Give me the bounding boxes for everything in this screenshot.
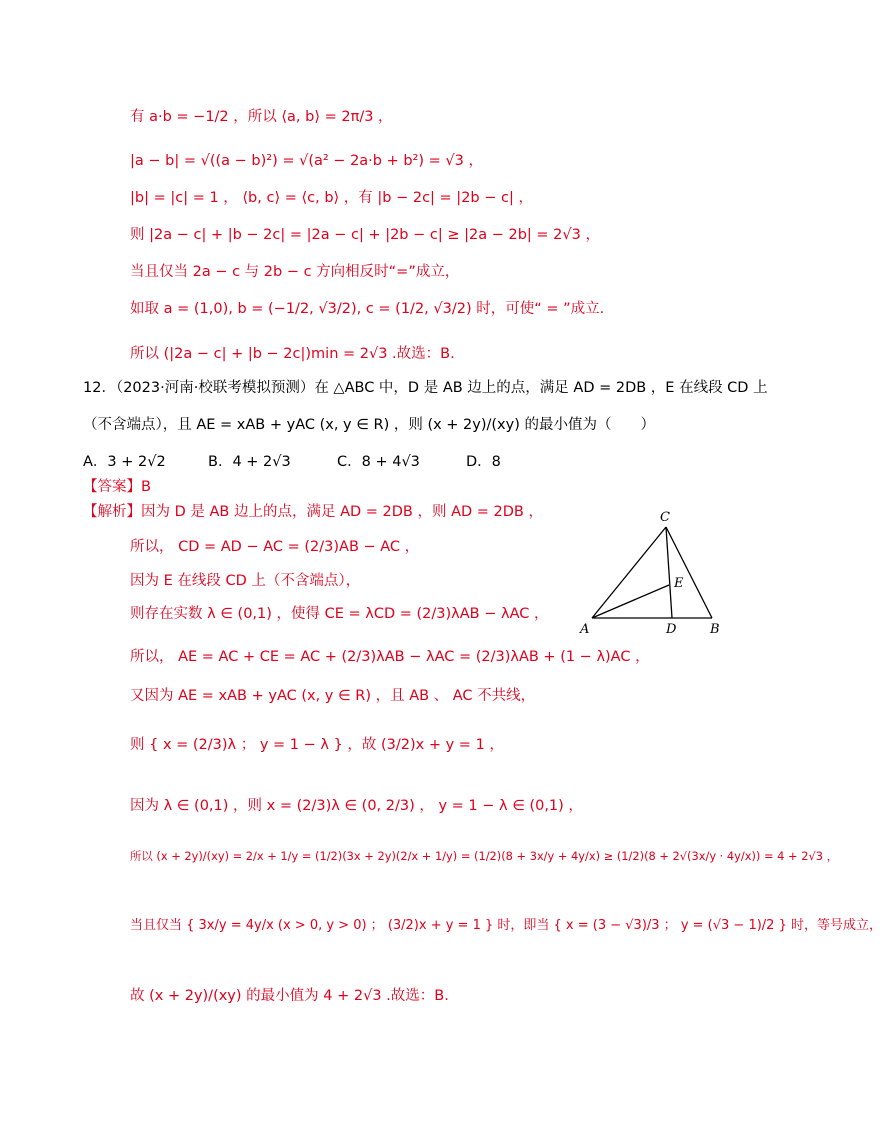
triangle-diagram	[578, 505, 738, 645]
analysis-line-5: 所以， AE = AC + CE = AC + (2/3)λAB − λAC = (2/3)λAB + (1 − λ)AC ，	[130, 649, 650, 665]
prev-line-7: 所以 (|2a − c| + |b − 2c|)min = 2√3 .故选：B.	[130, 346, 455, 362]
segment-cd	[666, 527, 672, 618]
question-number: 12．	[83, 380, 116, 396]
option-b: B．4 + 2√3	[208, 454, 291, 470]
analysis-line-10: 当且仅当 { 3x/y = 4y/x (x > 0, y > 0) ； (3/2)x + y = 1 } 时，即当 { x = (3 − √3)/3 ； y = (√3 − 1)/2 } 时，等号成立，	[130, 918, 882, 933]
answer: 【答案】B	[83, 479, 151, 495]
segment-ae	[592, 585, 669, 618]
analysis-line-2: 所以， CD = AD − AC = (2/3)AB − AC ，	[130, 539, 420, 555]
analysis-line-8: 因为 λ ∈ (0,1) ，则 x = (2/3)λ ∈ (0, 2/3) ， y = 1 − λ ∈ (0,1) ，	[130, 798, 583, 814]
analysis-line-1: 【解析】因为 D 是 AB 边上的点，满足 AD = 2DB ，则 AD = 2DB ，	[83, 504, 543, 520]
analysis-line-11: 故 (x + 2y)/(xy) 的最小值为 4 + 2√3 .故选：B.	[130, 988, 449, 1004]
analysis-line-7: 则 { x = (2/3)λ ； y = 1 − λ } ，故 (3/2)x + y = 1 ，	[130, 737, 504, 753]
triangle-figure	[578, 505, 738, 645]
prev-line-1: 有 a·b = −1/2 ，所以 ⟨a, b⟩ = 2π/3 ，	[130, 109, 393, 125]
label-c: C	[660, 510, 670, 525]
prev-line-3: |b| = |c| = 1 ， ⟨b, c⟩ = ⟨c, b⟩ ，有 |b − 2c| = |2b − c| ，	[130, 190, 533, 206]
option-a: A．3 + 2√2	[83, 454, 166, 470]
segment-bc	[666, 527, 712, 618]
question-stem-line1: 在 △ABC 中，D 是 AB 边上的点，满足 AD = 2DB ，E 在线段 CD 上	[314, 380, 768, 396]
question-source: （2023·河南·校联考模拟预测）	[115, 380, 315, 396]
label-e: E	[674, 576, 684, 591]
label-d: D	[666, 622, 677, 637]
option-c: C．8 + 4√3	[337, 454, 420, 470]
analysis-line-4: 则存在实数 λ ∈ (0,1) ，使得 CE = λCD = (2/3)λAB − λAC ，	[130, 606, 549, 622]
question-header	[83, 379, 768, 397]
analysis-line-6: 又因为 AE = xAB + yAC (x, y ∈ R) ，且 AB 、 AC 不共线，	[130, 688, 536, 704]
option-d: D．8	[466, 454, 501, 470]
analysis-line-3: 因为 E 在线段 CD 上（不含端点），	[130, 573, 361, 589]
segment-ac	[592, 527, 666, 618]
prev-line-4: 则 |2a − c| + |b − 2c| = |2a − c| + |2b − c| ≥ |2a − 2b| = 2√3 ，	[130, 227, 600, 243]
prev-line-6: 如取 a = (1,0), b = (−1/2, √3/2), c = (1/2, √3/2) 时，可使“ = ”成立.	[130, 301, 605, 317]
question-stem-line2: （不含端点），且 AE = xAB + yAC (x, y ∈ R) ，则 (x + 2y)/(xy) 的最小值为（ ）	[83, 417, 655, 433]
prev-line-2: |a − b| = √((a − b)²) = √(a² − 2a·b + b²) = √3 ，	[130, 153, 483, 169]
analysis-line-9: 所以 (x + 2y)/(xy) = 2/x + 1/y = (1/2)(3x + 2y)(2/x + 1/y) = (1/2)(8 + 3x/y + 4y/x) ≥ (1/2)(8 + 2√(3x/y · 4y/x)) = 4 + 2√3 ，	[130, 849, 838, 863]
label-a: A	[580, 622, 590, 637]
prev-line-5: 当且仅当 2a − c 与 2b − c 方向相反时“=”成立，	[130, 264, 460, 280]
label-b: B	[710, 622, 720, 637]
